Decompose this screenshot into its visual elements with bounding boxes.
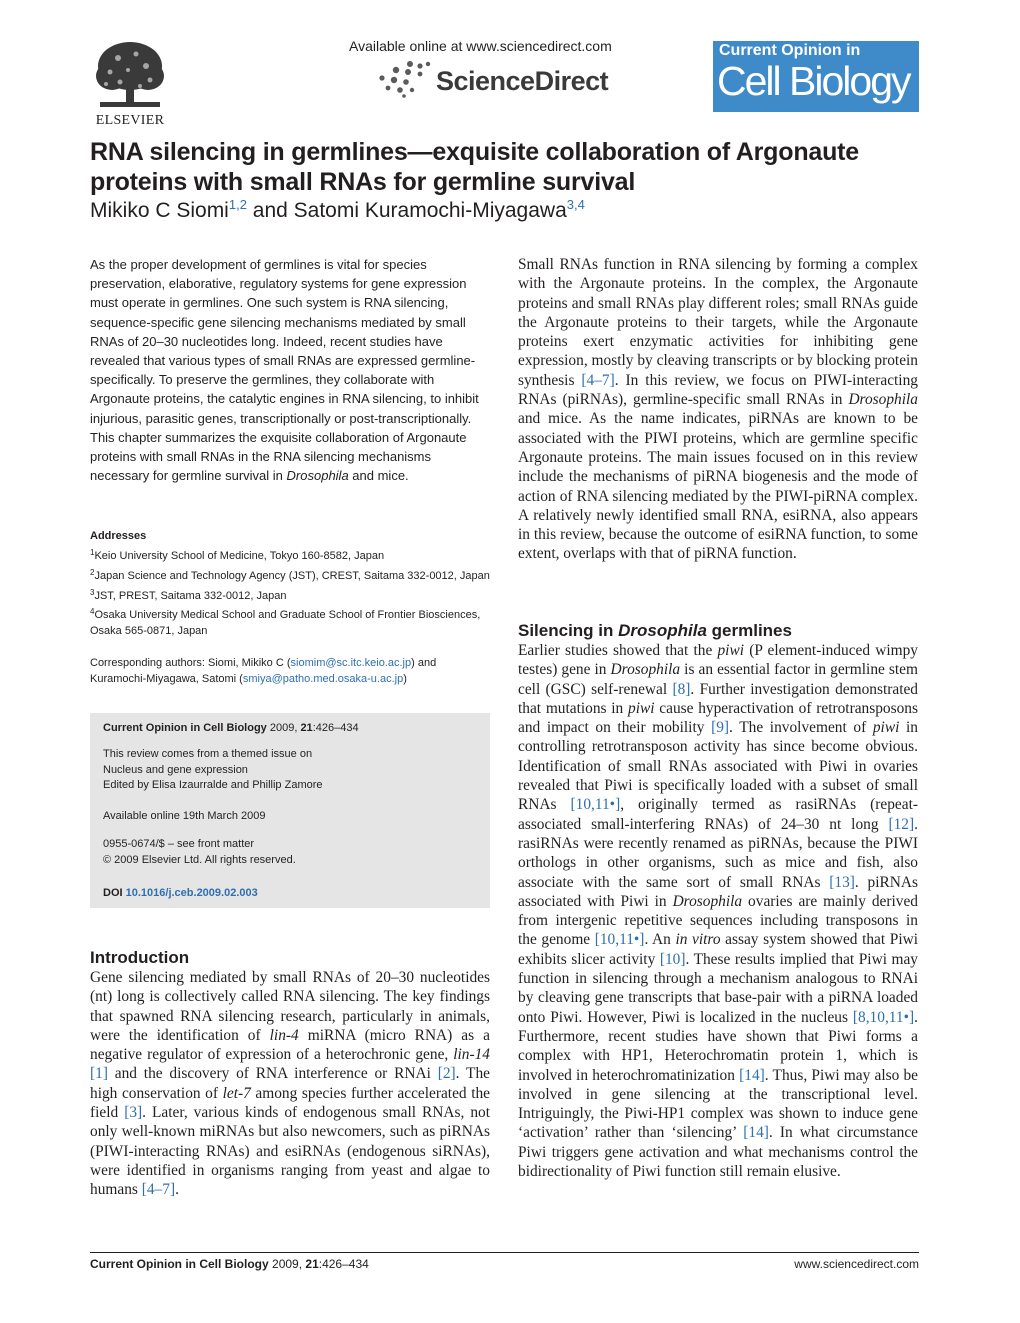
journal-logo-box	[713, 41, 919, 112]
citation-link[interactable]: [1]	[90, 1065, 108, 1083]
address-item	[90, 565, 490, 585]
address-item	[90, 585, 490, 605]
citation-link[interactable]: [14]	[743, 1124, 769, 1142]
info-year: 2009,	[269, 722, 298, 734]
addresses-heading: Addresses	[90, 530, 147, 542]
citation-link[interactable]: [4–7]	[141, 1181, 176, 1199]
body-text: . In this review, we focus on PIWI-interacting RNAs (piRNAs), germline-specific small RNAs in	[518, 371, 918, 409]
body-text: Silencing in	[518, 621, 619, 640]
doi-link[interactable]: 10.1016/j.ceb.2009.02.003	[125, 887, 258, 899]
info-themed-topic: Nucleus and gene expression	[103, 763, 248, 776]
address-list	[90, 545, 490, 640]
info-doi	[103, 886, 483, 902]
body-text: . piRNAs associated with Piwi in	[518, 873, 918, 910]
abstract-species: Drosophila	[286, 468, 349, 484]
body-text: assay system showed that Piwi exhibits slicer activity	[518, 931, 918, 968]
footer-journal: Current Opinion in Cell Biology	[90, 1257, 269, 1271]
footer-pages: :426–434	[318, 1257, 369, 1271]
italic-term: Drosophila	[610, 661, 681, 679]
body-text: and mice. As the name indicates, piRNAs are known to be associated with the PIWI proteins, which are germline specific Argonaute proteins. The main issues focused on in this review include the mechanisms of piRNA biogenesis and the mode of action of RNA silencing mediated by the PIWI-piRNA complex. A relatively newly identified small RNA, esiRNA, also appears in this review, because the outcome of esiRNA function, to some extent, overlaps with that of piRNA function.	[518, 410, 918, 563]
body-text: Earlier studies showed that the	[518, 642, 718, 659]
article-info-box	[90, 713, 490, 908]
citation-link[interactable]: [10]	[659, 950, 686, 968]
citation-link[interactable]: [14]	[739, 1066, 765, 1084]
journal-logo-line2: Cell Biology	[717, 58, 910, 104]
body-text: ovaries are mainly derived from intergenic repetitive sequences including transposons in the genome	[518, 892, 918, 949]
author-name: Mikiko C Siomi	[90, 199, 229, 222]
abstract-tail: and mice.	[348, 468, 409, 484]
abstract-text: As the proper development of germlines is vital for species preservation, elaborative, regulatory systems for gene expression must operate in germlines. One such system is RNA silencing, sequence-specific gene silencing mechanisms mediated by small RNAs of 20–30 nucleotides long. Indeed, recent studies have revealed that various types of small RNAs are expressed germline-specifically. To preserve the germlines, they collaborate with Argonaute proteins, the catalytic engines in RNA silencing, to inhibit injurious, parasitic genes, transcriptionally or post-transcriptionally. This chapter summarizes the exquisite collaboration of Argonaute proteins with small RNAs in the RNA silencing mechanisms necessary for germline survival in	[90, 257, 479, 484]
italic-term: lin-4	[269, 1026, 299, 1044]
body-text: . Furthermore, recent studies have shown that Piwi forms a complex with HP1, Heterochromatin protein 1, which is involved in heterochromatinization	[518, 1008, 918, 1084]
body-text: cause hyperactivation of retrotransposons and impact on their mobility	[518, 699, 918, 737]
body-text: in controlling retrotransposon activity has since become obvious. Identification of small RNAs associated with Piwi in ovaries revealed that Piwi is specifically loaded with a subset of small RNAs	[518, 719, 918, 814]
introduction-paragraph-2	[518, 255, 918, 564]
introduction-heading: Introduction	[90, 948, 190, 967]
italic-term: lin-14	[453, 1046, 490, 1064]
address-number: 2	[90, 567, 95, 577]
sciencedirect-wordmark[interactable]: ScienceDirect	[436, 66, 609, 96]
body-text: . Further investigation demonstrated that mutations in	[518, 680, 919, 717]
info-themed-line: This review comes from a themed issue on	[103, 748, 313, 760]
address-text: Osaka University Medical School and Graduate School of Frontier Biosciences, Osaka 565-0871, Japan	[90, 609, 481, 638]
citation-link[interactable]: [8,10,11•]	[852, 1008, 915, 1026]
body-text: germlines	[706, 621, 792, 640]
citation-link[interactable]: [3]	[124, 1104, 143, 1122]
body-text: is an essential factor in germline stem cell (GSC) self-renewal	[518, 661, 918, 698]
article-title: RNA silencing in germlines—exquisite collaboration of Argonaute proteins with small RNAs for germline survival	[90, 138, 859, 196]
italic-term: piwi	[872, 719, 900, 737]
italic-term: Drosophila	[618, 621, 707, 640]
author-name: Satomi Kuramochi-Miyagawa	[293, 199, 567, 222]
body-text: (P element-induced wimpy testes) gene in	[518, 642, 918, 679]
citation-link[interactable]: [8]	[672, 680, 691, 698]
italic-term: let-7	[222, 1084, 251, 1102]
footer-year: 2009,	[272, 1257, 303, 1271]
body-text: . The involvement of	[729, 719, 873, 737]
author-affiliation-ref[interactable]: 3,4	[566, 197, 585, 212]
info-issn-line: 0955-0674/$ – see front matter	[103, 838, 255, 850]
info-journal: Current Opinion in Cell Biology	[103, 722, 267, 734]
info-themed-issue	[103, 747, 483, 794]
author-conjunction: and	[246, 199, 294, 222]
citation-link[interactable]: [9]	[711, 719, 730, 737]
email-link[interactable]: smiya@patho.med.osaka-u.ac.jp	[242, 673, 404, 685]
citation-link[interactable]: [13]	[829, 873, 855, 891]
footer-url-link[interactable]: www.sciencedirect.com	[794, 1257, 919, 1271]
address-number: 1	[90, 548, 95, 557]
body-text: , originally termed as rasiRNAs (repeat-associated small-interfering RNAs) of 24–30 nt long	[518, 796, 918, 833]
citation-link[interactable]: [10,11•]	[570, 796, 621, 814]
body-text: among species further accelerated the field	[90, 1084, 490, 1122]
address-text: Keio University School of Medicine, Tokyo 160-8582, Japan	[94, 550, 385, 562]
address-number: 4	[90, 607, 95, 617]
info-copyright: © 2009 Elsevier Ltd. All rights reserved.	[103, 853, 296, 866]
silencing-section-heading	[518, 621, 792, 641]
corresponding-lead: Corresponding authors: Siomi, Mikiko C (	[90, 657, 291, 669]
info-citation	[103, 721, 483, 737]
italic-term: piwi	[628, 699, 655, 717]
italic-term: piwi	[717, 642, 744, 659]
address-item	[90, 545, 490, 565]
info-available-date: Available online 19th March 2009	[103, 810, 266, 822]
footer-volume: 21	[305, 1257, 319, 1271]
body-text: . These results implied that Piwi may function in silencing through a mechanism analogous to RNAi by cleaving gene transcripts that base-pair with a piRNA loaded onto Piwi. However, Piwi is localized in the nucleus	[518, 950, 918, 1026]
info-pages: :426–434	[312, 722, 359, 734]
info-issn	[103, 837, 483, 868]
publisher-name: ELSEVIER	[95, 113, 165, 128]
citation-link[interactable]: [4–7]	[581, 371, 615, 389]
doi-label: DOI	[103, 887, 123, 899]
body-text: . Thus, Piwi may also be involved in gene silencing at the transcriptional level. Intriguingly, the Piwi-HP1 complex was shown to induce gene ‘activation’ rather than ‘silencing’	[518, 1066, 918, 1142]
corresponding-authors	[90, 655, 490, 687]
footer-citation	[90, 1257, 369, 1271]
body-text: Small RNAs function in RNA silencing by forming a complex with the Argonaute proteins. In the complex, the Argonaute proteins and small RNAs play different roles; small RNAs guide the Argonaute proteins to their targets, while the Argonaute proteins exert enzymatic activities for inhibiting gene expression, mostly by cleaving transcripts or by blocking protein synthesis	[518, 256, 918, 389]
author-list	[90, 197, 585, 223]
italic-term: in vitro	[675, 931, 721, 949]
body-text: . Later, various kinds of endogenous small RNAs, not only well-known miRNAs but also newcomers, such as piRNAs (PIWI-interacting RNAs) and esiRNAs (endogenous siRNAs), were identified in organisms ranging from yeast and algae to humans	[90, 1104, 490, 1199]
footer-divider	[90, 1252, 919, 1253]
body-text: . An	[644, 931, 676, 949]
body-text: . In what circumstance Piwi triggers gene activation and what mechanisms control the bidirectionality of Piwi function still remain elusive.	[518, 1124, 918, 1181]
info-themed-editors: Edited by Elisa Izaurralde and Phillip Zamore	[103, 779, 323, 791]
info-volume: 21	[300, 722, 313, 734]
address-item	[90, 604, 490, 640]
body-text: and the discovery of RNA interference or RNAi	[107, 1065, 438, 1083]
corresponding-mid: ) and Kuramochi-Miyagawa, Satomi (	[90, 657, 437, 685]
citation-link[interactable]: [10,11•]	[594, 931, 645, 949]
introduction-paragraph	[90, 968, 490, 1200]
sciencedirect-dots-icon	[374, 58, 432, 98]
address-number: 3	[90, 587, 95, 597]
italic-term: Drosophila	[672, 892, 743, 910]
body-text: . rasiRNAs were recently renamed as piRNAs, because the PIWI orthologs in other organisms, such as mice and fish, also associate with the same sort of small RNAs	[518, 815, 918, 891]
abstract	[90, 255, 485, 485]
corresponding-end: )	[403, 673, 407, 685]
body-text: . The high conservation of	[90, 1065, 490, 1102]
citation-link[interactable]: [2]	[437, 1065, 456, 1083]
available-online-link[interactable]: Available online at www.sciencedirect.com	[349, 38, 612, 54]
author-affiliation-ref[interactable]: 1,2	[228, 197, 247, 212]
address-text: Japan Science and Technology Agency (JST), CREST, Saitama 332-0012, Japan	[94, 569, 490, 582]
body-text: .	[175, 1181, 179, 1199]
email-link[interactable]: siomim@sc.itc.keio.ac.jp	[290, 657, 412, 669]
body-text: miRNA (micro RNA) as a negative regulator of expression of a heterochronic gene,	[90, 1026, 490, 1064]
italic-term: Drosophila	[848, 391, 918, 409]
journal-logo-line1: Current Opinion in	[719, 42, 861, 59]
address-text: JST, PREST, Saitama 332-0012, Japan	[94, 589, 287, 602]
silencing-paragraph	[518, 641, 918, 1181]
body-text: Gene silencing mediated by small RNAs of 20–30 nucleotides (nt) long is collectively called RNA silencing. The key findings that spawned RNA silencing research, particularly in animals, were the identification of	[90, 969, 490, 1044]
citation-link[interactable]: [12]	[888, 815, 915, 833]
